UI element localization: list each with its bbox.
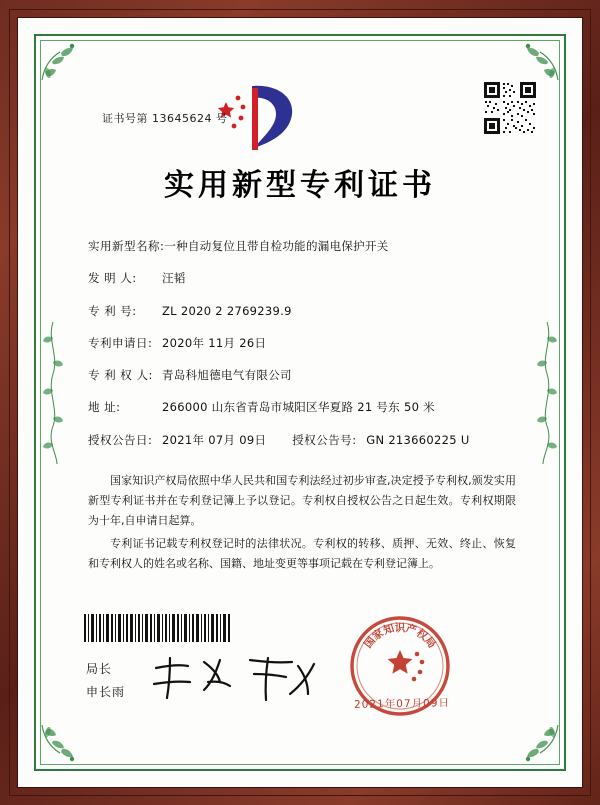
svg-text:家: 家 — [370, 626, 386, 643]
field-label: 发 明 人: — [88, 271, 137, 286]
field-value: 2020年 11月 26日 — [162, 335, 267, 350]
field-row-address — [88, 399, 526, 416]
barcode-icon — [84, 614, 232, 642]
field-value: ZL 2020 2 2769239.9 — [162, 303, 292, 318]
field-value-grant-number: GN 213660225 U — [366, 432, 470, 447]
signature-role: 局长 — [86, 662, 113, 676]
field-value-grant-date: 2021年 07月 09日 — [162, 432, 267, 447]
field-label: 专 利 权 人: — [88, 368, 153, 382]
field-label: 专利申请日: — [88, 335, 153, 350]
legal-paragraph-2: 专利证书记载专利权登记时的法律状况。专利权的转移、质押、无效、终止、恢复和专利权人的姓名或名称、国籍、地址变更等事项记载在专利登记簿上。 — [88, 536, 516, 571]
legal-text — [74, 471, 526, 575]
svg-text:知: 知 — [382, 622, 396, 637]
certificate-number: 证书号第 13645624 号 — [102, 112, 228, 125]
field-row-patent-number — [88, 303, 526, 320]
field-label: 专 利 号: — [88, 303, 137, 318]
certificate-paper — [18, 18, 582, 787]
field-label-grant-number: 授权公告号: — [292, 432, 357, 447]
signature-block — [86, 658, 125, 704]
certificate-content — [74, 58, 526, 576]
signature-name: 申长雨 — [86, 684, 126, 699]
svg-text:产: 产 — [404, 622, 418, 637]
field-row-utility-model-name — [88, 238, 526, 255]
svg-text:权: 权 — [414, 626, 430, 643]
side-vine-ornament-icon — [534, 318, 560, 468]
legal-paragraph-1: 国家知识产权局依照中华人民共和国专利法经过初步审查,决定授予专利权,颁发实用新型专利证书并在专利登记簿上予以登记。专利权自授权公告之日起生效。专利权期限为十年,自申请日起算。 — [88, 473, 516, 528]
field-row-patentee — [88, 367, 526, 384]
field-row-grant-announcement — [88, 432, 526, 449]
seal-date: 2021年07月09日 — [353, 697, 451, 711]
field-row-inventor — [88, 270, 526, 287]
svg-text:局: 局 — [421, 634, 438, 651]
field-label-grant-date: 授权公告日: — [88, 432, 153, 447]
field-value: 266000 山东省青岛市城阳区华夏路 21 号东 50 米 — [162, 400, 435, 415]
side-vine-ornament-icon — [40, 318, 66, 468]
field-value: 青岛科旭德电气有限公司 — [162, 368, 292, 382]
svg-text:识: 识 — [394, 622, 406, 634]
handwritten-signature-icon — [146, 652, 336, 704]
field-row-application-date — [88, 335, 526, 352]
corner-leaf-ornament-icon — [516, 721, 562, 767]
field-label: 实用新型名称: — [88, 239, 165, 253]
field-list — [74, 238, 526, 449]
field-value: 汪韬 — [162, 271, 186, 286]
field-value: 一种自动复位且带自检功能的漏电保护开关 — [164, 239, 389, 253]
page-title: 实用新型专利证书 — [164, 168, 436, 203]
field-label: 地 址: — [88, 400, 121, 415]
corner-leaf-ornament-icon — [38, 721, 84, 767]
svg-text:国: 国 — [362, 634, 379, 651]
